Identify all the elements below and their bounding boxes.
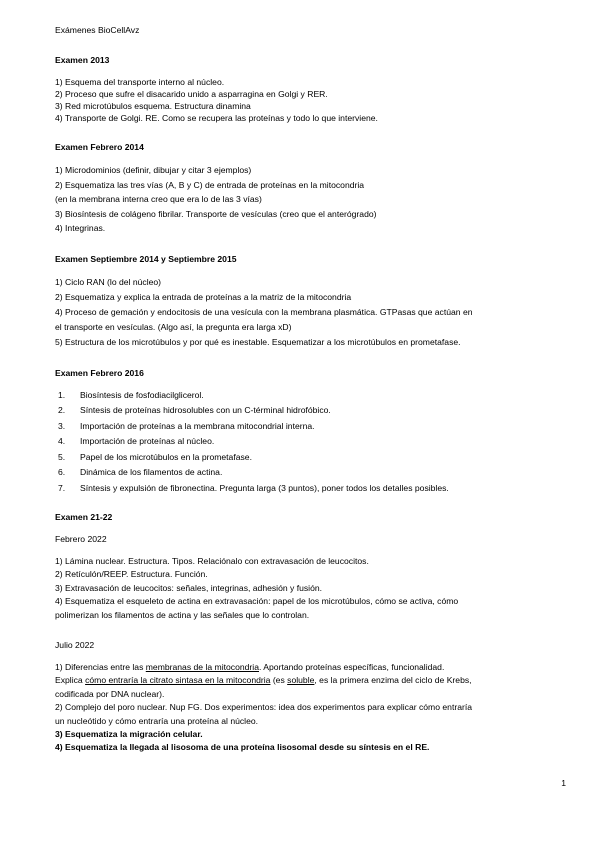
document-title: Exámenes BioCellAvz bbox=[55, 25, 140, 35]
subsection-label-febrero-2022: Febrero 2022 bbox=[55, 533, 107, 544]
list-item-text: Papel de los microtúbulos en la prometafase. bbox=[80, 451, 252, 462]
question-line: 3) Esquematiza la migración celular. bbox=[55, 729, 203, 740]
text-run: . Aportando proteínas específicas, funcionalidad. bbox=[258, 662, 445, 672]
list-item-text: Importación de proteínas al núcleo. bbox=[80, 436, 215, 447]
question-line: codificada por DNA nuclear). bbox=[55, 688, 165, 699]
question-line: 1) Microdominios (definir, dibujar y citar 3 ejemplos) bbox=[55, 165, 252, 175]
section-heading: Examen 2013 bbox=[55, 55, 110, 65]
list-item bbox=[55, 451, 555, 463]
list-item-text: Dinámica de los filamentos de actina. bbox=[80, 467, 223, 478]
list-number: 3. bbox=[58, 420, 66, 431]
list-number: 5. bbox=[58, 451, 66, 462]
question-line: 1) Esquema del transporte interno al núcleo. bbox=[55, 77, 225, 87]
section-febrero-2014 bbox=[55, 141, 555, 236]
text-run: Explica bbox=[55, 675, 86, 686]
list-item-text: Síntesis y expulsión de fibronectina. Pregunta larga (3 puntos), poner todos los detalles posibles. bbox=[80, 482, 449, 493]
section-heading: Examen Septiembre 2014 y Septiembre 2015 bbox=[55, 253, 237, 264]
list-number: 2. bbox=[58, 405, 66, 416]
list-item bbox=[55, 482, 555, 494]
underlined-text: cómo entraría la citrato sintasa en la mitocondria bbox=[85, 675, 271, 686]
question-line: 4) Integrinas. bbox=[55, 223, 106, 234]
question-line: 2) Complejo del poro nuclear. Nup FG. Dos experimentos: idea dos experimentos para explicar cómo entraría bbox=[55, 702, 473, 713]
question-line: 3) Red microtúbulos esquema. Estructura dinamina bbox=[55, 101, 251, 111]
section-heading: Examen 21-22 bbox=[55, 511, 113, 522]
text-run: 1) Diferencias entre las bbox=[55, 662, 146, 672]
question-line: 5) Estructura de los microtúbulos y por qué es inestable. Esquematizar a los microtúbulos en prometafase. bbox=[55, 336, 461, 347]
list-item-text: Biosíntesis de fosfodiacilglicerol. bbox=[80, 389, 204, 400]
list-item-text: Síntesis de proteínas hidrosolubles con un C-términal hidrofóbico. bbox=[80, 405, 331, 416]
text-run: , es la primera enzima del ciclo de Krebs, bbox=[314, 675, 472, 686]
question-line: 3) Extravasación de leucocitos: señales, integrinas, adhesión y fusión. bbox=[55, 582, 323, 593]
question-list bbox=[55, 76, 555, 124]
question-line bbox=[55, 661, 555, 674]
document-body bbox=[55, 24, 555, 755]
section-febrero-2016 bbox=[55, 367, 555, 494]
question-list bbox=[55, 555, 555, 622]
question-line bbox=[55, 674, 555, 687]
question-line: 2) Esquematiza las tres vías (A, B y C) de entrada de proteínas en la mitocondria bbox=[55, 179, 365, 190]
numbered-question-list bbox=[55, 389, 555, 494]
question-line: 4) Transporte de Golgi. RE. Como se recupera las proteínas y todo lo que interviene. bbox=[55, 113, 378, 123]
list-item-text: Importación de proteínas a la membrana mitocondrial interna. bbox=[80, 420, 315, 431]
question-line: polimerizan los filamentos de actina y las señales que lo controlan. bbox=[55, 609, 310, 620]
list-item bbox=[55, 389, 555, 401]
section-2013 bbox=[55, 54, 555, 124]
question-line: un nucleótido y cómo entraría una proteína al núcleo. bbox=[55, 715, 259, 726]
list-item bbox=[55, 466, 555, 478]
text-run: (es bbox=[270, 675, 288, 686]
subsection-label-julio-2022: Julio 2022 bbox=[55, 640, 95, 650]
underlined-text: soluble bbox=[287, 675, 315, 686]
question-line: 1) Lámina nuclear. Estructura. Tipos. Relaciónalo con extravasación de leucocitos. bbox=[55, 555, 369, 566]
page-number: 1 bbox=[561, 778, 566, 788]
question-line: el transporte en vesículas. (Algo así, la pregunta era larga xD) bbox=[55, 321, 292, 332]
list-item bbox=[55, 420, 555, 432]
question-line: 2) Proceso que sufre el disacarido unido a asparragina en Golgi y RER. bbox=[55, 89, 328, 99]
question-line: 4) Esquematiza la llegada al lisosoma de una proteína lisosomal desde su síntesis en el RE. bbox=[55, 742, 430, 753]
section-examen-21-22 bbox=[55, 511, 555, 755]
question-list bbox=[55, 163, 555, 236]
section-heading: Examen Febrero 2014 bbox=[55, 142, 144, 152]
question-list bbox=[55, 661, 555, 755]
section-heading: Examen Febrero 2016 bbox=[55, 367, 144, 378]
list-number: 1. bbox=[58, 389, 66, 400]
list-item bbox=[55, 404, 555, 416]
question-list bbox=[55, 275, 555, 350]
question-line: (en la membrana interna creo que era lo de las 3 vías) bbox=[55, 194, 262, 205]
list-number: 7. bbox=[58, 482, 66, 493]
section-septiembre-2014-2015 bbox=[55, 253, 555, 350]
question-line: 2) Esquematiza y explica la entrada de proteínas a la matriz de la mitocondria bbox=[55, 291, 352, 302]
question-line: 3) Biosíntesis de colágeno fibrilar. Transporte de vesículas (creo que el anterógrado) bbox=[55, 208, 377, 219]
list-item bbox=[55, 435, 555, 447]
question-line: 2) Retículón/REEP. Estructura. Función. bbox=[55, 569, 208, 580]
underlined-text: membranas de la mitocondria bbox=[145, 662, 259, 672]
list-number: 6. bbox=[58, 467, 66, 478]
question-line: 4) Proceso de gemación y endocitosis de una vesícula con la membrana plasmática. GTPasas que actúan en bbox=[55, 306, 473, 317]
list-number: 4. bbox=[58, 436, 66, 447]
question-line: 4) Esquematiza el esqueleto de actina en extravasación: papel de los microtúbulos, cómo se activa, cómo bbox=[55, 596, 459, 607]
question-line: 1) Ciclo RAN (lo del núcleo) bbox=[55, 276, 162, 287]
